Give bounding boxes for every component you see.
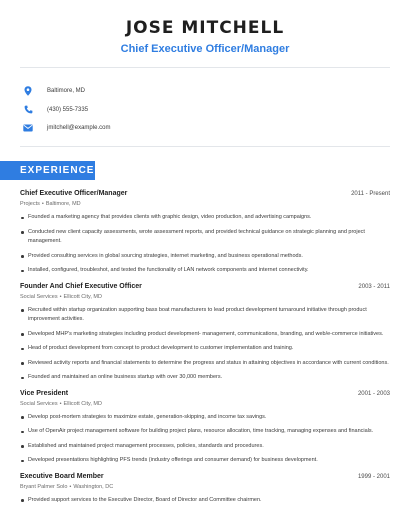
job-role: Founder And Chief Executive Officer: [20, 282, 142, 290]
job-dates: 2001 - 2003: [357, 390, 390, 397]
job-role: Executive Board Member: [20, 472, 104, 480]
resume-header: [0, 16, 410, 56]
job-bullet: Established and maintained project management processes, policies, standards and procedures.: [20, 442, 390, 452]
job-company: Bryant Palmer Solo: [20, 483, 68, 490]
job-company: Social Services: [20, 400, 58, 407]
job-entry: [20, 188, 390, 276]
location-pin-icon: [22, 85, 34, 97]
job-bullet: Head of product development from concept to product development to customer implementation and training.: [20, 344, 390, 354]
job-bullet: Use of OpenAir project management software for building project plans, resource allocation, time tracking, managing expenses and financials.: [20, 427, 390, 437]
job-company: Projects: [20, 201, 40, 207]
job-bullet: Conducted new client capacity assessments, wrote assessment reports, and provided technical guidance on strategic planning and project management.: [20, 228, 390, 247]
job-location: Ellicott City, MD: [63, 400, 102, 407]
experience-section-title: EXPERIENCE: [0, 161, 95, 180]
job-role: Vice President: [20, 389, 69, 397]
contact-location-text: Baltimore, MD: [47, 88, 86, 94]
job-bullet: Installed, configured, troubleshot, and tested the functionality of LAN network components and internet connectivity.: [20, 266, 390, 276]
job-bullet: Founded a marketing agency that provides clients with graphic design, video production, and advertising campaigns.: [20, 213, 390, 223]
job-bullet: Provided support services to the Executive Director, Board of Director and Committee chairmen.: [20, 496, 390, 506]
email-icon: [22, 122, 34, 134]
job-meta: Bryant Palmer Solo • Washington, DC: [20, 483, 114, 490]
job-meta: Projects • Baltimore, MD: [20, 201, 81, 207]
job-role: Chief Executive Officer/Manager: [20, 190, 128, 197]
job-dates: 1999 - 2001: [357, 473, 390, 480]
contact-email-text: jmitchell@example.com: [47, 125, 111, 131]
job-meta: Social Services • Ellicott City, MD: [20, 293, 102, 300]
job-bullet: Developed MHP's marketing strategies including product development- management, communications, branding, and web/e-commerce initiatives.: [20, 330, 390, 340]
job-bullets: [20, 213, 390, 276]
job-bullet: Recruited within startup organization supporting bass boat manufacturers to lead product development turnaround initiative through product improvement activities.: [20, 306, 390, 325]
job-bullets: [20, 413, 390, 466]
job-entry: [20, 281, 390, 383]
contact-phone-text: (430) 555-7335: [47, 106, 89, 113]
job-dates: 2011 - Present: [351, 191, 390, 197]
job-bullet: Reviewed activity reports and financial statements to determine the progress and status in attaining objectives in accordance with current conditions.: [20, 359, 390, 369]
job-meta: Social Services • Ellicott City, MD: [20, 400, 102, 407]
job-bullet: Founded and maintained an online business startup with over 30,000 members.: [20, 373, 390, 383]
job-dates: 2003 - 2011: [358, 283, 390, 290]
job-company: Social Services: [20, 293, 58, 300]
job-location: Washington, DC: [73, 483, 114, 490]
job-bullets: [20, 306, 390, 383]
experience-list: [20, 188, 390, 510]
job-bullets: [20, 496, 390, 506]
header-divider: [20, 67, 390, 68]
job-bullet: Developed presentations highlighting PFS trends (industry offerings and consumer demand) for business development.: [20, 456, 390, 466]
contact-email: [20, 119, 390, 137]
candidate-title: Chief Executive Officer/Manager: [120, 43, 290, 55]
contact-divider: [20, 146, 390, 147]
candidate-name: JOSE MITCHELL: [125, 18, 285, 38]
job-entry: [20, 471, 390, 506]
job-bullet: Develop post-mortem strategies to maximize estate, generation-skipping, and income tax savings.: [20, 413, 390, 423]
job-entry: [20, 388, 390, 466]
contact-phone: [20, 101, 390, 119]
contact-info: [20, 82, 390, 138]
phone-icon: [22, 104, 34, 116]
contact-location: [20, 82, 390, 100]
job-bullet: Provided consulting services in global sourcing strategies, internet marketing, and business operational methods.: [20, 252, 390, 262]
job-location: Baltimore, MD: [45, 201, 81, 207]
job-location: Ellicott City, MD: [63, 293, 102, 300]
